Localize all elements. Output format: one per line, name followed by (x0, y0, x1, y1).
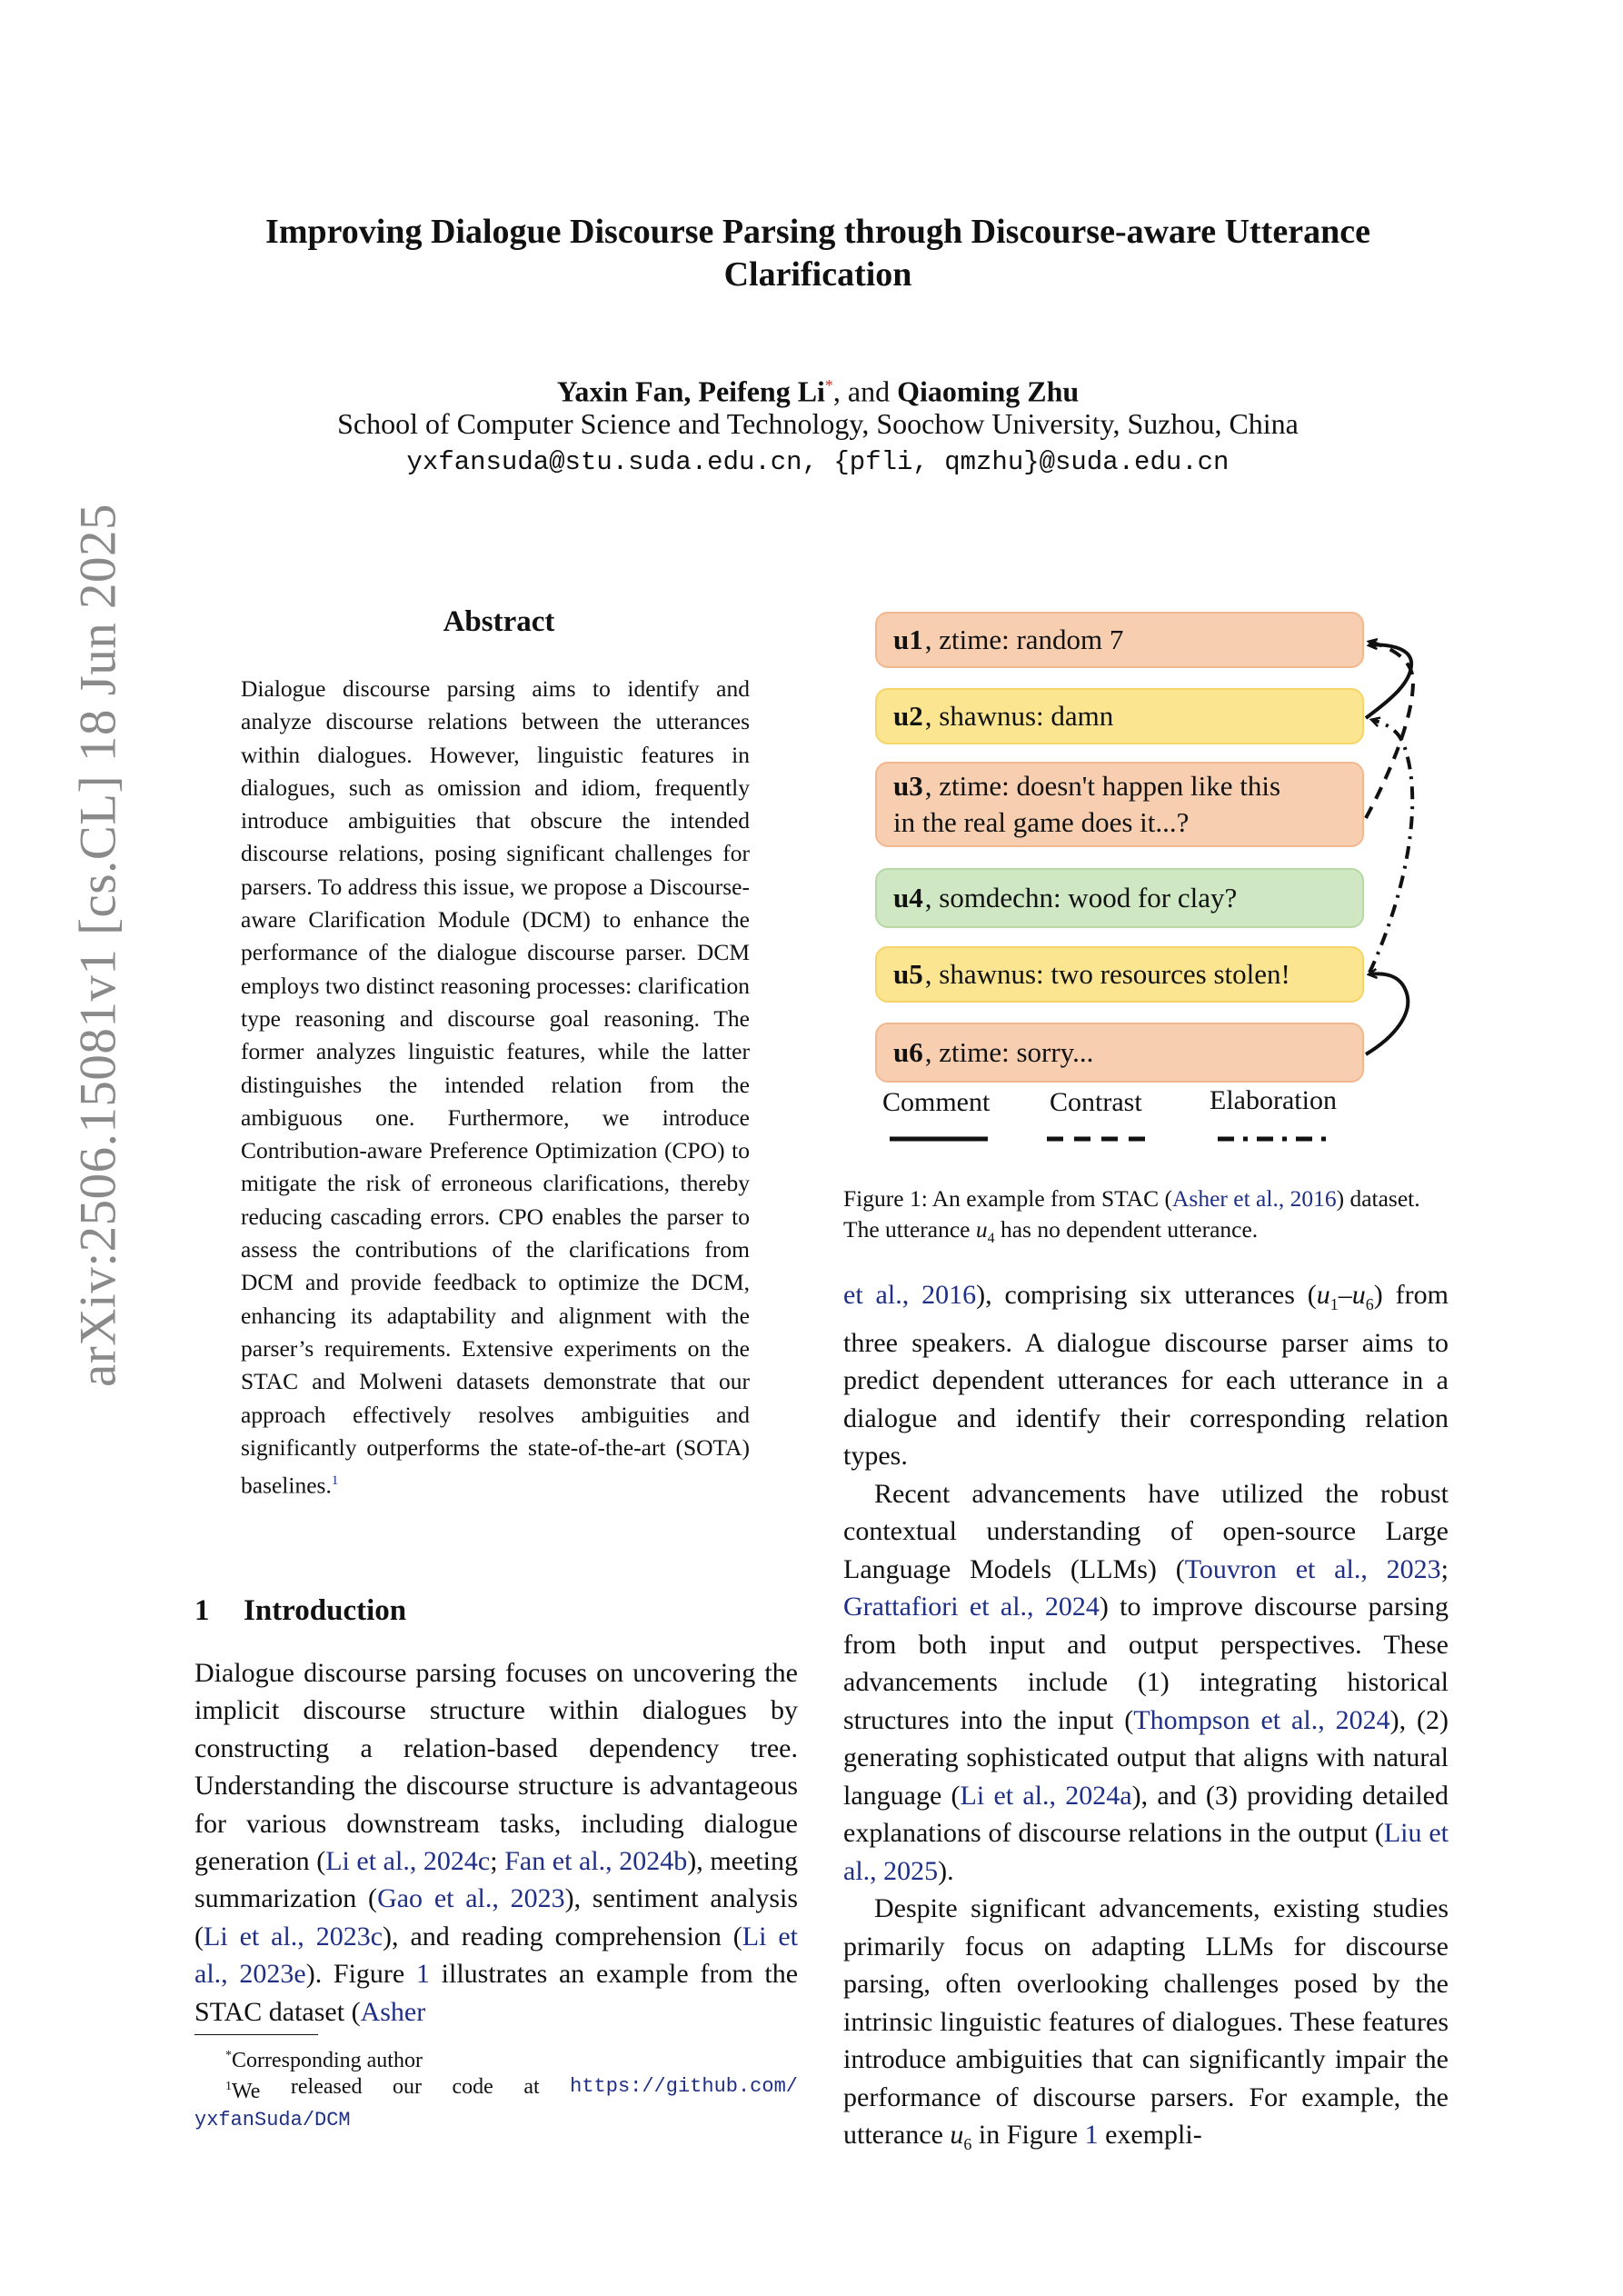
utterance-u4: u4, somdechn: wood for clay? (875, 868, 1364, 928)
abstract-body (241, 673, 750, 1502)
paragraph-dataset-description: et al., 2016), comprising six utterances $(u_1-u_6)$ from three speakers. A dialogue discourse parser aims to predict dependent utterances for each utterance in a dialogue and identify their corresponding relation types. (843, 1280, 1449, 1471)
author-list (136, 367, 1499, 410)
title-line-2: Clarification (723, 255, 912, 294)
text-run: ), meeting summarization ( (194, 1846, 798, 1914)
figure-ref-link[interactable]: 1 (1084, 2120, 1099, 2150)
citation-link[interactable]: Thompson et al., 2024 (1133, 1704, 1390, 1735)
citation-link[interactable]: Li et al., 2024c (325, 1846, 491, 1877)
footnote-word: at (523, 2075, 540, 2099)
citation-link[interactable]: Touvron et al., 2023 (1184, 1553, 1441, 1584)
utterance-u1: u1, ztime: random 7 (875, 612, 1364, 668)
title-line-1: Improving Dialogue Discourse Parsing through Discourse-aware Utterance (265, 213, 1370, 251)
footnote-mark: 1 (225, 2080, 232, 2093)
text-run: illustrates an example from the STAC dataset ( (194, 1959, 799, 2027)
citation-link[interactable]: Gao et al., 2023 (377, 1883, 565, 1914)
abstract-text: Dialogue discourse parsing aims to identify and analyze discourse relations between the utterances within dialogues. However, linguistic features in dialogues, such as omission and idiom, frequently introduce ambiguities that obscure the intended discourse relations, posing significant challenges for parsers. To address this issue, we propose a Discourse-aware Clarification Module (DCM) to enhance the performance of the dialogue discourse parser. DCM employs two distinct reasoning processes: clarification type reasoning and discourse goal reasoning. The former analyzes linguistic features, while the latter distinguishes the intended relation from the ambiguous one. Furthermore, we introduce Contribution-aware Preference Optimization (CPO) to mitigate the risk of erroneous clarifications, thereby reducing cascading errors. CPO enables the parser to assess the contributions of the clarifications from DCM and provide feedback to optimize the DCM, enhancing its adaptability and alignment with the parser’s requirements. Extensive experiments on the STAC and Molweni datasets demonstrate that our approach effectively resolves ambiguities and significantly outperforms the state-of-the-art (SOTA) baselines. (241, 675, 750, 1499)
paper-title (136, 211, 1499, 296)
footnote-mark: * (225, 2049, 232, 2062)
paragraph-recent-advancements: Recent advancements have utilized the robust contextual understanding of open-source Large Language Models (LLMs) (Touvron et al., 2023; Grattafiori et al., 2024) to improve discourse parsing from both input and output perspectives. These advancements include (1) integrating historical structures into the input (Thompson et al., 2024), (2) generating sophisticated output that aligns with natural language (Li et al., 2024a), and (3) providing detailed explanations of discourse relations in the output (Liu et al., 2025). (843, 1478, 1449, 1886)
section-title: Introduction (244, 1594, 407, 1627)
arxiv-identifier-stamp: arXiv:2506.15081v1 [cs.CL] 18 Jun 2025 (69, 503, 127, 1388)
footnote-text: Corresponding author (232, 2049, 423, 2072)
footnote-word: code (452, 2075, 493, 2099)
citation-link[interactable]: Asher (360, 1996, 426, 2027)
author-separator: , and (832, 374, 898, 408)
section-heading-introduction (194, 1594, 406, 1628)
arc-comment-u2-u1 (1366, 645, 1411, 718)
footnote-corresponding (225, 2041, 423, 2075)
figure-1-caption: Figure 1: An example from STAC (Asher et al., 2016) dataset. The utterance $u_4$ has no dependent utterance. (843, 1185, 1420, 1247)
utterance-u5: u5, shawnus: two resources stolen! (875, 946, 1364, 1003)
text-run: ), and reading comprehension ( (383, 1921, 742, 1952)
figure-ref-link[interactable]: 1 (415, 1959, 430, 1990)
arc-comment-u6-u5 (1366, 973, 1408, 1054)
author-emails: yxfansuda@stu.suda.edu.cn, {pfli, qmzhu}@suda.edu.cn (406, 447, 1230, 477)
paragraph-existing-studies: Despite significant advancements, existing studies primarily focus on adapting LLMs for discourse parsing, often overlooking challenges posed by the intrinsic linguistic features of dialogues. These features introduce ambiguities that can significantly impair the performance of discourse parsers. For example, the utterance $u_6$ in Figure 1 exempli- (843, 1893, 1449, 2153)
arc-elaboration-u5-u2 (1369, 720, 1412, 973)
citation-link[interactable]: Li et al., 2024a (960, 1780, 1132, 1811)
footnote-word: We (232, 2080, 261, 2103)
utterance-u6: u6, ztime: sorry... (875, 1023, 1364, 1083)
author-names-1: Yaxin Fan, Peifeng Li (556, 374, 825, 408)
text-run: Dialogue discourse parsing focuses on uncovering the implicit discourse structure within dialogues by constructing a relation-based dependency tree. Understanding the discourse structure is advantageous for various downstream tasks, including dialogue generation ( (194, 1658, 798, 1877)
section-number: 1 (194, 1594, 210, 1627)
footnote-rule (194, 2034, 318, 2035)
code-url-link[interactable]: https://github.com/ (570, 2075, 798, 2098)
introduction-paragraph: Dialogue discourse parsing focuses on uncovering the implicit discourse structure within dialogues by constructing a relation-based dependency tree. Understanding the discourse structure is advantageous for various downstream tasks, including dialogue generation (Li et al., 2024c; Fan et al., 2024b), meeting summarization (Gao et al., 2023), sentiment analysis (Li et al., 2023c), and reading comprehension (Li et al., 2023e). Figure 1 illustrates an example from the STAC dataset (Asher (194, 1658, 799, 2027)
right-column-body (843, 1276, 1449, 2164)
legend-label-contrast: Contrast (1050, 1087, 1142, 1117)
footnote-code (194, 2072, 798, 2135)
author-name-2: Qiaoming Zhu (897, 374, 1080, 408)
code-url-link-cont[interactable]: yxfanSuda/DCM (194, 2109, 351, 2131)
citation-link[interactable]: Liu et al., 2025 (843, 1818, 1449, 1886)
corresponding-mark: * (824, 376, 833, 394)
affiliation: School of Computer Science and Technology, Soochow University, Suzhou, China (337, 407, 1299, 440)
relation-arcs (868, 609, 1459, 1163)
citation-link[interactable]: Asher et al., 2016 (1172, 1185, 1337, 1212)
text-run: ), sentiment analysis ( (194, 1883, 799, 1952)
footnote-ref-1[interactable]: 1 (331, 1473, 339, 1489)
citation-link[interactable]: et al., 2016 (843, 1280, 977, 1310)
text-run: ). Figure (305, 1959, 416, 1990)
utterance-u3: u3, ztime: doesn't happen like this in the real game does it...? (875, 762, 1364, 847)
utterance-u2: u2, shawnus: damn (875, 688, 1364, 744)
citation-link[interactable]: Li et al., 2023c (204, 1921, 383, 1952)
citation-link[interactable]: Fan et al., 2024b (504, 1846, 688, 1877)
abstract-heading: Abstract (443, 605, 555, 638)
arc-contrast-u3-u1 (1366, 642, 1413, 818)
footnote-word: our (393, 2075, 422, 2099)
figure-1 (868, 609, 1459, 1163)
citation-link[interactable]: Grattafiori et al., 2024 (843, 1592, 1100, 1622)
citation-link[interactable]: Li et al., 2023e (194, 1921, 798, 1990)
footnote-word: released (290, 2075, 363, 2099)
legend-label-elaboration: Elaboration (1210, 1085, 1337, 1115)
legend-label-comment: Comment (882, 1087, 991, 1117)
